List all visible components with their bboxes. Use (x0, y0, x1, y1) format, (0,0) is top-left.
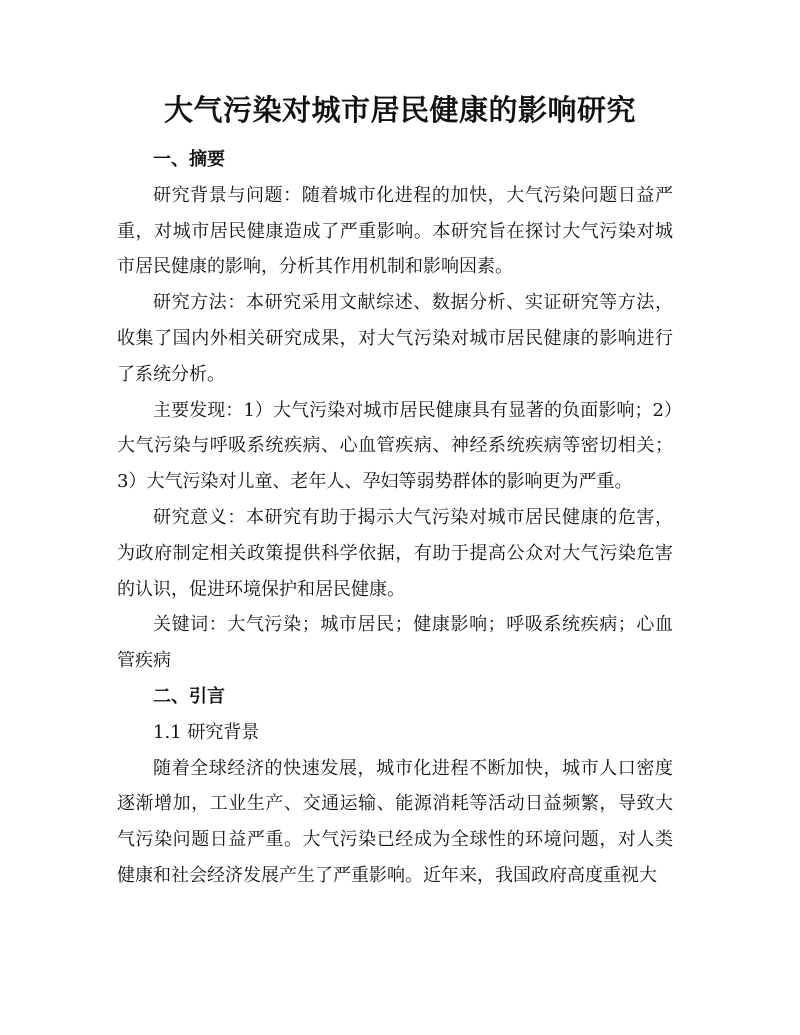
document-body (117, 142, 673, 894)
abstract-methods-paragraph: 研究方法：本研究采用文献综述、数据分析、实证研究等方法，收集了国内外相关研究成果，对大气污染对城市居民健康的影响进行了系统分析。 (117, 292, 673, 385)
abstract-significance-paragraph: 研究意义：本研究有助于揭示大气污染对城市居民健康的危害，为政府制定相关政策提供科学依据，有助于提高公众对大气污染危害的认识，促进环境保护和居民健康。 (117, 506, 673, 600)
abstract-background-paragraph: 研究背景与问题：随着城市化进程的加快，大气污染问题日益严重，对城市居民健康造成了严重影响。本研究旨在探讨大气污染对城市居民健康的影响，分析其作用机制和影响因素。 (117, 184, 673, 278)
document-title: 大气污染对城市居民健康的影响研究 (163, 93, 636, 127)
intro-paragraph: 随着全球经济的快速发展，城市化进程不断加快，城市人口密度逐渐增加，工业生产、交通运输、能源消耗等活动日益频繁，导致大气污染问题日益严重。大气污染已经成为全球性的环境问题，对人类健康和社会经济发展产生了严重影响。近年来，我国政府高度重视大 (117, 757, 673, 886)
abstract-findings-paragraph: 主要发现：1）大气污染对城市居民健康具有显著的负面影响；2）大气污染与呼吸系统疾病、心血管疾病、神经系统疾病等密切相关；3）大气污染对儿童、老年人、孕妇等弱势群体的影响更为严重。 (117, 399, 673, 493)
abstract-heading: 一、摘要 (153, 149, 225, 170)
intro-heading: 二、引言 (153, 685, 225, 707)
intro-subheading: 1.1 研究背景 (153, 721, 260, 743)
abstract-keywords-paragraph: 关键词：大气污染；城市居民；健康影响；呼吸系统疾病；心血管疾病 (117, 614, 673, 672)
